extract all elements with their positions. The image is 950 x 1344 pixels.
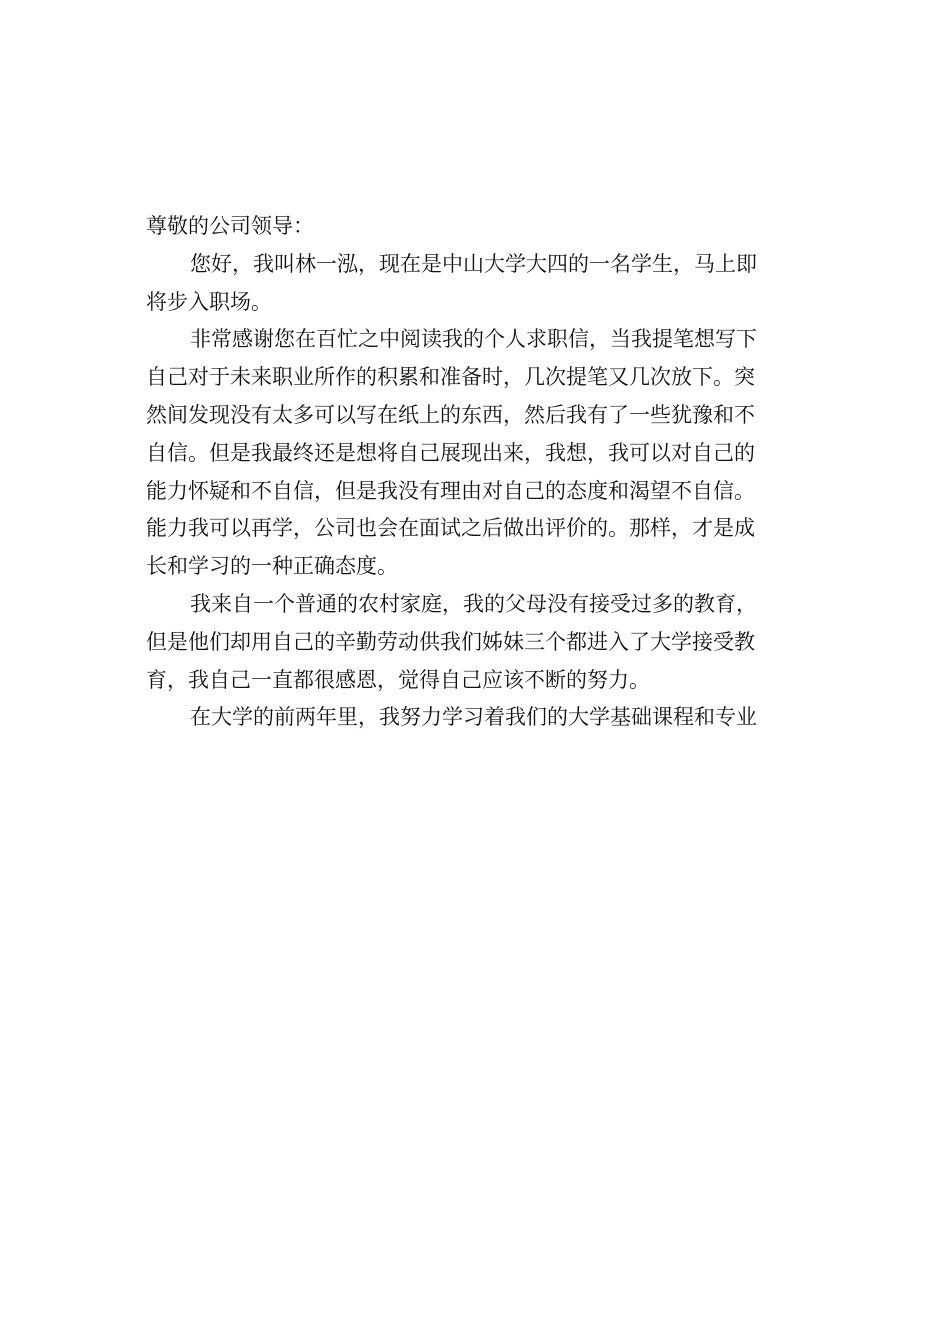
paragraph-1-line-1: 您好，我叫林一泓，现在是中山大学大四的一名学生，马上即 bbox=[190, 251, 757, 276]
paragraph-3-line-1: 我来自一个普通的农村家庭，我的父母没有接受过多的教育， bbox=[190, 591, 757, 616]
letter-body bbox=[146, 208, 816, 737]
paragraph-4-line-1: 在大学的前两年里，我努力学习着我们的大学基础课程和专业 bbox=[190, 705, 757, 730]
paragraph-2-line-5: 能力怀疑和不自信，但是我没有理由对自己的态度和渴望不自信。 bbox=[146, 478, 755, 503]
paragraph-1-line-2: 将步入职场。 bbox=[146, 289, 272, 314]
paragraph-3-line-2: 但是他们却用自己的辛勤劳动供我们姊妹三个都进入了大学接受教 bbox=[146, 629, 755, 654]
paragraph-2-line-4: 自信。但是我最终还是想将自己展现出来，我想，我可以对自己的 bbox=[146, 440, 755, 465]
paragraph-2-line-7: 长和学习的一种正确态度。 bbox=[146, 554, 398, 579]
paragraph-2-line-1: 非常感谢您在百忙之中阅读我的个人求职信，当我提笔想写下 bbox=[190, 327, 757, 352]
paragraph-2-line-2: 自己对于未来职业所作的积累和准备时，几次提笔又几次放下。突 bbox=[146, 365, 755, 390]
paragraph-2-line-6: 能力我可以再学，公司也会在面试之后做出评价的。那样，才是成 bbox=[146, 516, 755, 541]
paragraph-2-line-3: 然间发现没有太多可以写在纸上的东西，然后我有了一些犹豫和不 bbox=[146, 402, 755, 427]
paragraph-3-line-3: 育，我自己一直都很感恩，觉得自己应该不断的努力。 bbox=[146, 667, 650, 692]
salutation: 尊敬的公司领导： bbox=[146, 214, 314, 238]
